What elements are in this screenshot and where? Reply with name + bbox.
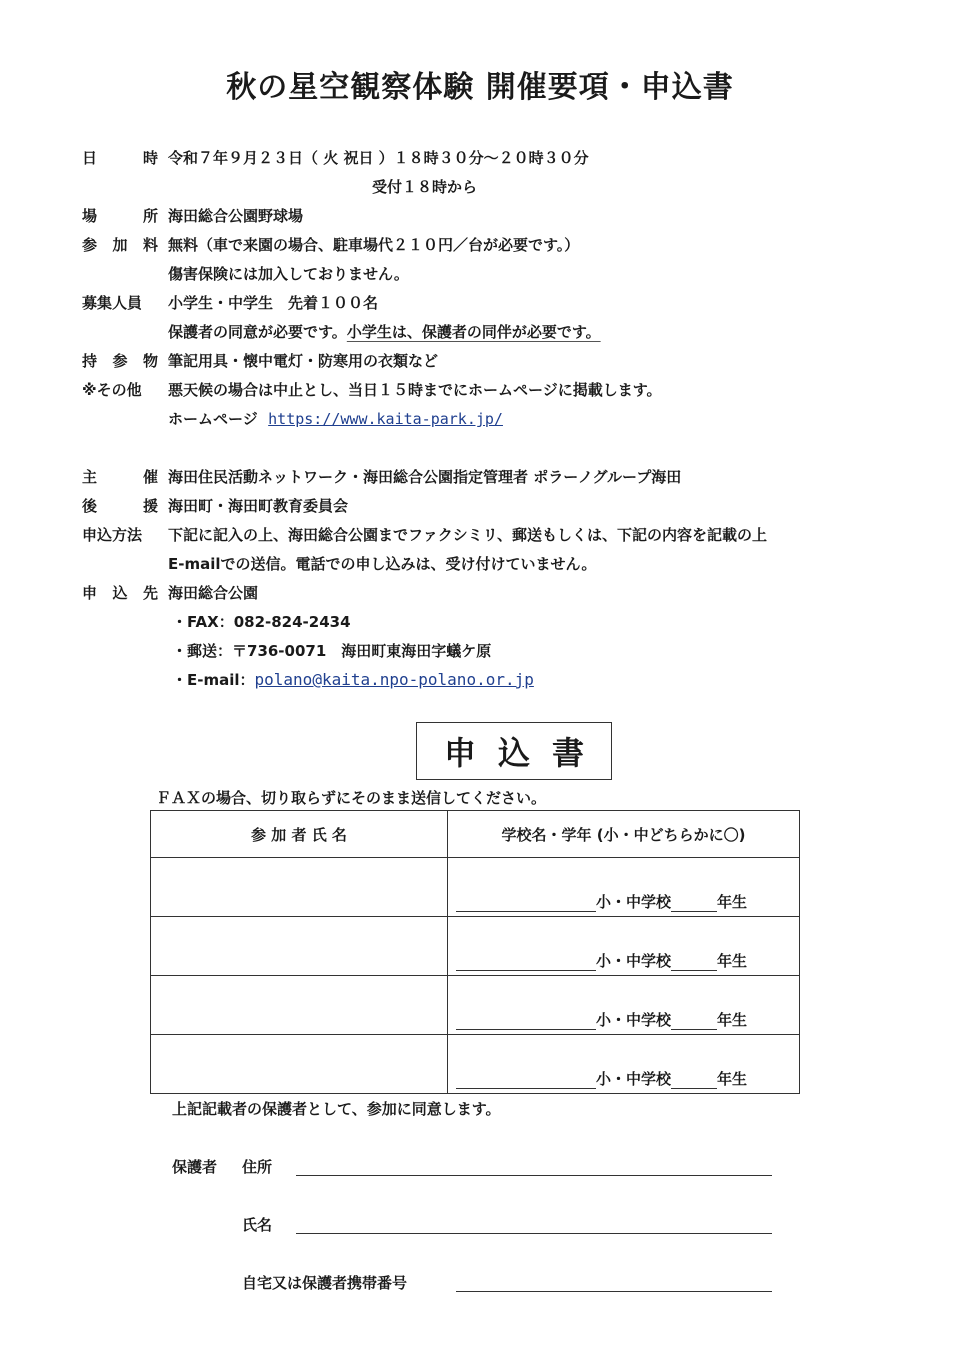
table-row [151,1035,800,1094]
label-datetime: 日 時 [82,149,158,167]
label-contact: 申 込 先 [82,584,158,602]
method-value: 下記に記入の上、海田総合公園までファクシミリ、郵送もしくは、下記の内容を記載の上 [168,526,767,544]
label-place: 場 所 [82,207,158,225]
phone-label: 自宅又は保護者携帯番号 [242,1274,408,1292]
other-value: 悪天候の場合は中止とし、当日１５時までにホームページに掲載します。 [168,381,662,399]
page-title: 秋の星空観察体験 開催要項・申込書 [226,70,734,105]
fax-note: ＦＡＸの場合、切り取らずにそのまま送信してください。 [156,789,547,807]
application-table [150,810,800,1094]
participant-name-field[interactable] [151,858,448,917]
contact-email-line: ・E-mail：polano@kaita.npo-polano.or.jp [172,670,534,689]
label-bring: 持 参 物 [82,352,158,370]
table-row [151,917,800,976]
contact-email-link[interactable]: polano@kaita.npo-polano.or.jp [254,670,534,689]
method-note: E-mailでの送信。電話での申し込みは、受け付けていません。 [168,555,597,573]
address-field[interactable] [296,1174,772,1176]
guardian-name-field[interactable] [296,1232,772,1234]
recruit-note: 保護者の同意が必要です。小学生は、保護者の同伴が必要です。 [168,323,601,341]
participant-name-field[interactable] [151,1035,448,1094]
school-grade-field[interactable]: 小・中学校 年生 [448,976,800,1035]
contact-post: ・郵送：〒736-0071 海田町東海田字蟻ケ原 [172,642,492,660]
label-recruit: 募集人員 [82,294,143,312]
school-grade-field[interactable]: 小・中学校 年生 [448,917,800,976]
homepage-line: ホームページ https://www.kaita-park.jp/ [168,410,503,428]
contact-value: 海田総合公園 [168,584,259,602]
table-header [151,811,800,858]
col-school-header: 学校名・学年 (小・中どちらかに〇) [448,811,800,858]
form-heading: 申込書 [416,722,612,780]
recruit-value: 小学生・中学生 先着１００名 [168,294,379,312]
reception-time: 受付１８時から [372,178,478,196]
consent-text: 上記記載者の保護者として、参加に同意します。 [172,1100,501,1118]
participant-name-field[interactable] [151,976,448,1035]
accompany-note: 小学生は、保護者の同伴が必要です。 [346,323,601,341]
table-row [151,976,800,1035]
table-row [151,858,800,917]
datetime-value: 令和７年９月２３日（ 火 祝日 ）１８時３０分～２０時３０分 [168,149,589,167]
organizer-value: 海田住民活動ネットワーク・海田総合公園指定管理者 ポラーノグループ海田 [168,468,682,486]
fee-value: 無料（車で来園の場合、駐車場代２１０円／台が必要です。） [168,236,580,254]
place-value: 海田総合公園野球場 [168,207,304,225]
col-name-header: 参 加 者 氏 名 [151,811,448,858]
homepage-link[interactable]: https://www.kaita-park.jp/ [268,410,503,428]
school-grade-field[interactable]: 小・中学校 年生 [448,858,800,917]
participant-name-field[interactable] [151,917,448,976]
school-grade-field[interactable]: 小・中学校 年生 [448,1035,800,1094]
support-value: 海田町・海田町教育委員会 [168,497,349,515]
guardian-label: 保護者 [172,1158,218,1176]
guardian-name-label: 氏名 [242,1216,273,1234]
label-other: ※その他 [82,381,142,399]
label-support: 後 援 [82,497,158,515]
label-organizer: 主 催 [82,468,158,486]
contact-fax: ・FAX：082-824-2434 [172,613,351,631]
label-method: 申込方法 [82,526,143,544]
bring-value: 筆記用具・懐中電灯・防寒用の衣類など [168,352,439,370]
address-label: 住所 [242,1158,273,1176]
label-fee: 参 加 料 [82,236,158,254]
insurance-note: 傷害保険には加入しておりません。 [168,265,409,283]
phone-field[interactable] [456,1290,772,1292]
